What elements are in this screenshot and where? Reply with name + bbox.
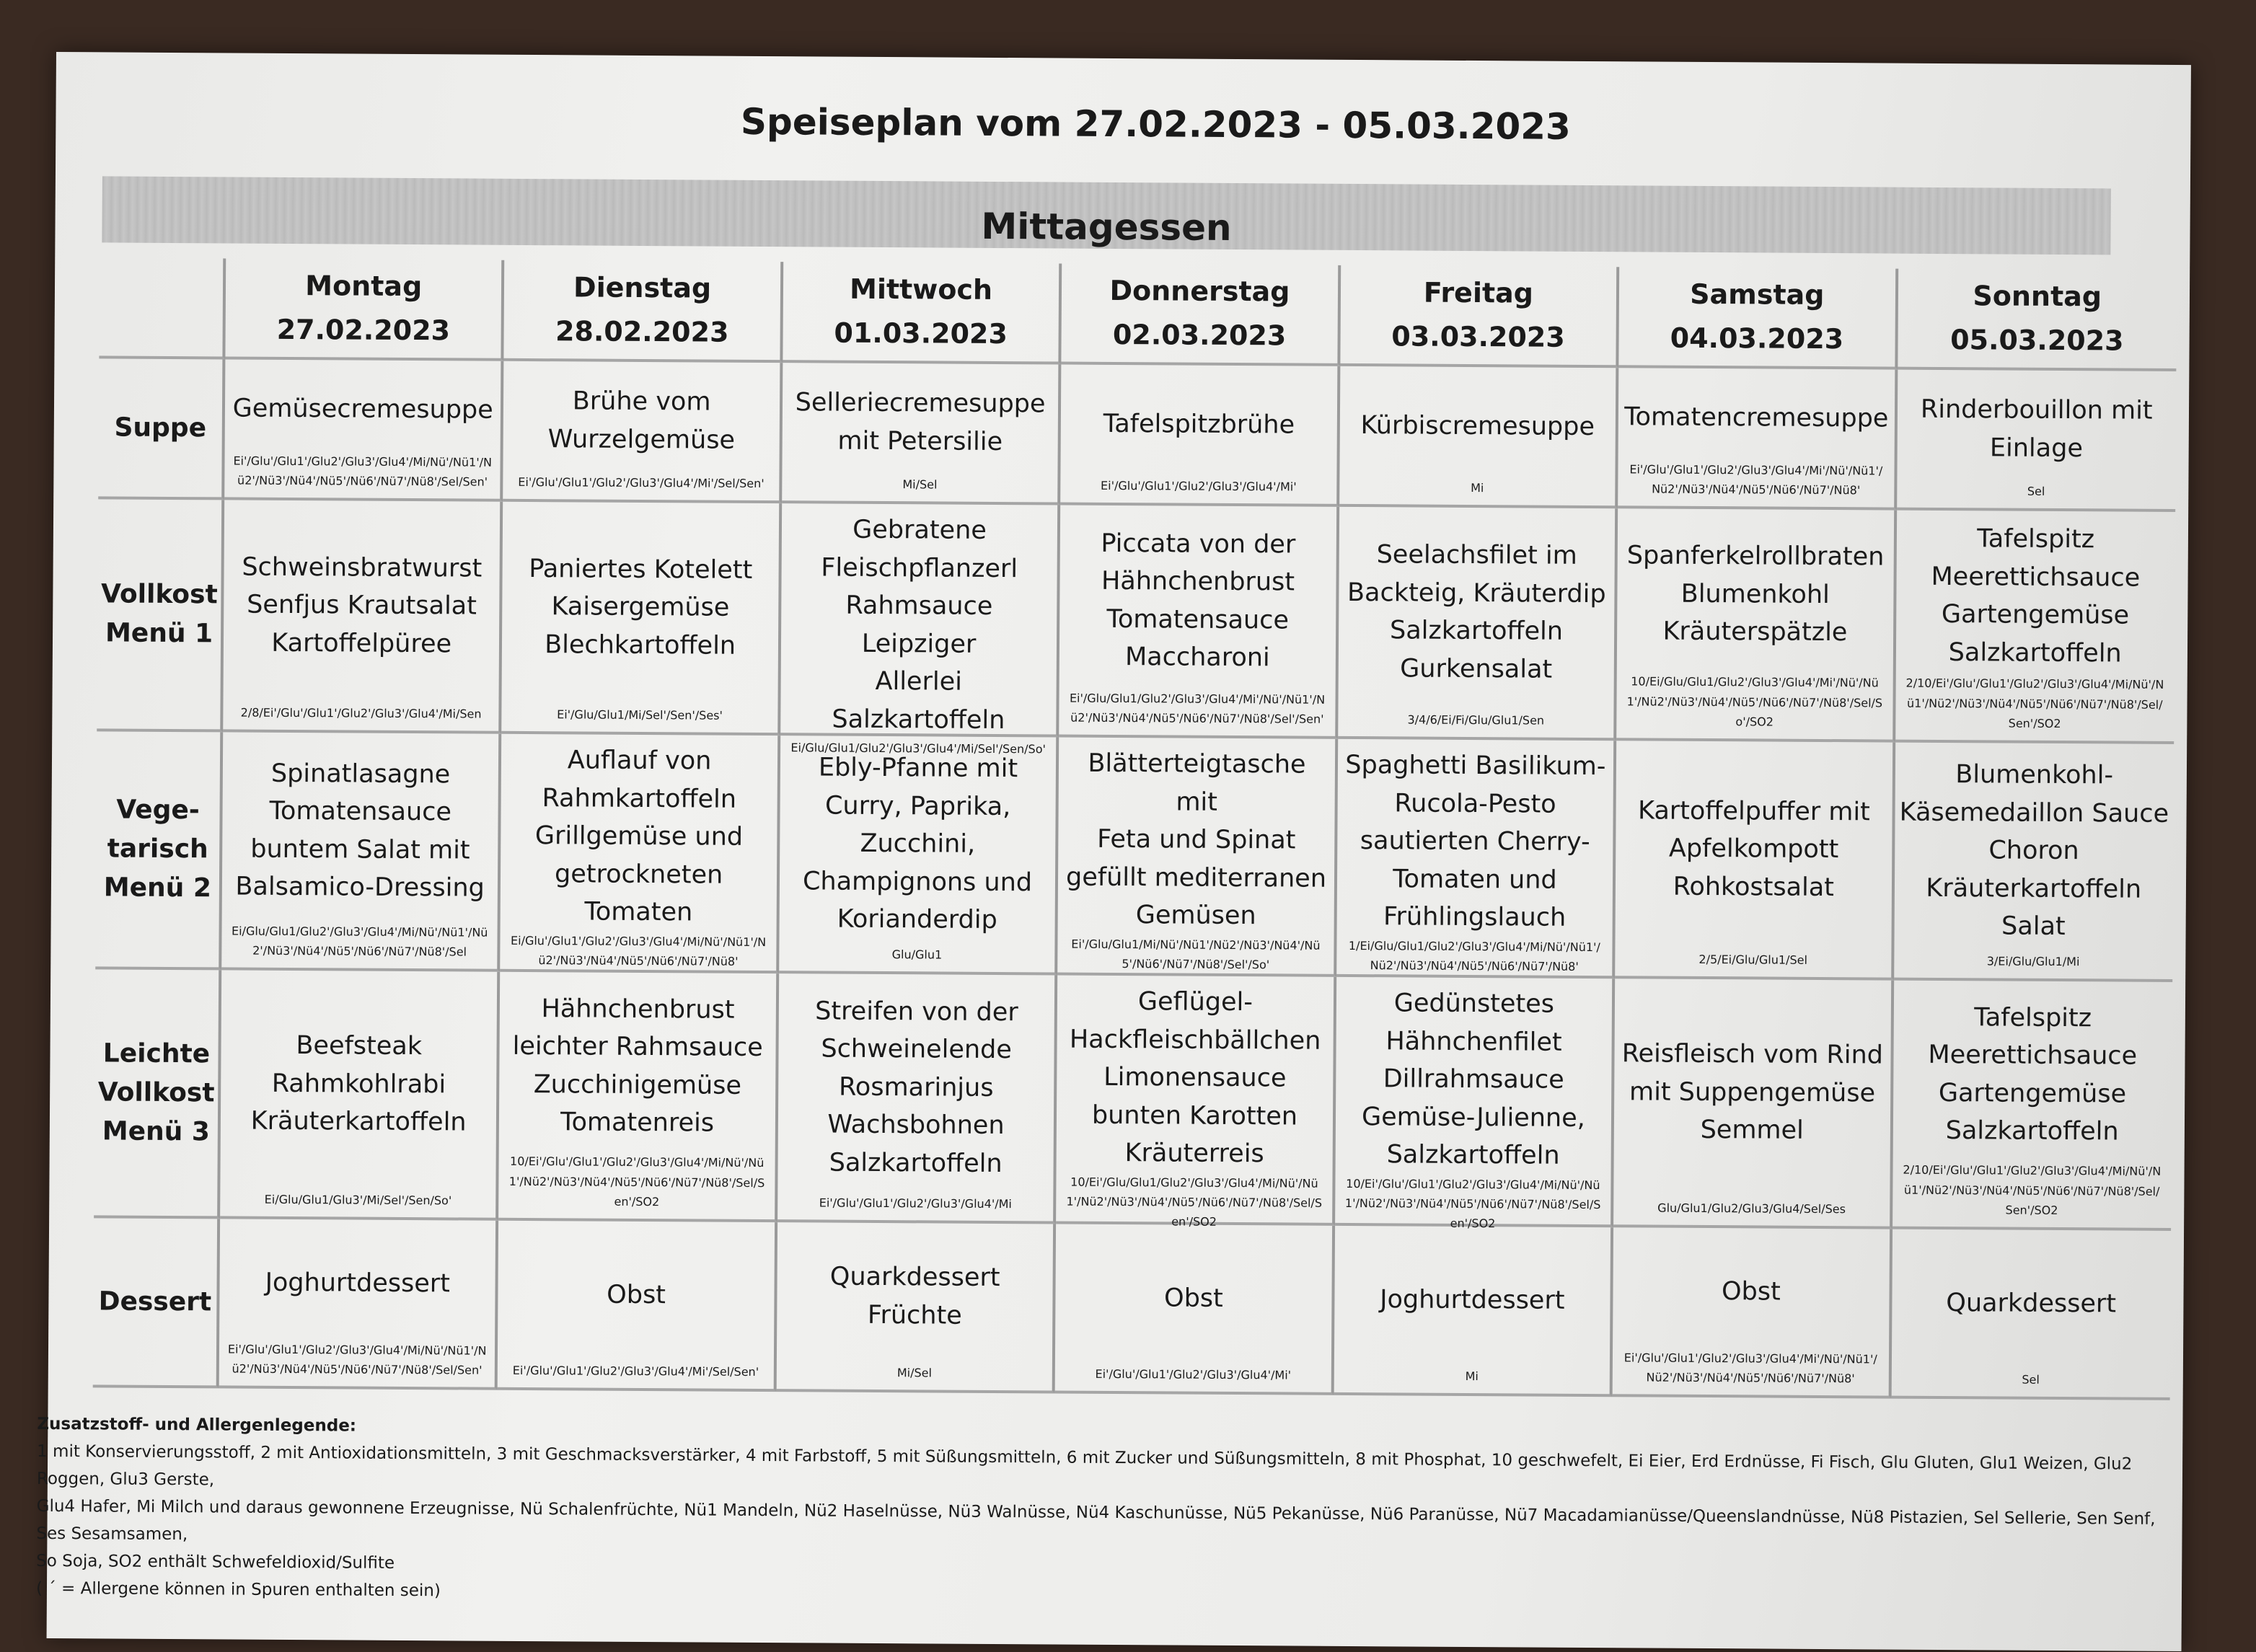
dish-name: Tafelspitz Meerettichsauce Gartengemüse Salzkartoffeln — [1931, 524, 2141, 668]
allergen-codes: Ei'/Glu'/Glu1'/Glu2'/Glu3'/Glu4'/Mi'/Nü'/Nü1'/Nü2'/Nü3'/Nü4'/Nü5'/Nü6'/Nü7'/Nü8' — [1623, 1350, 1877, 1386]
corner-cell — [99, 257, 226, 359]
allergen-codes: 1/Ei/Glu/Glu1/Glu2'/Glu3'/Glu4'/Mi/Nü'/Nü1'/Nü2'/Nü3'/Nü4'/Nü5'/Nü6'/Nü7'/Nü8' — [1348, 938, 1600, 973]
day-date: 27.02.2023 — [276, 313, 451, 347]
allergen-codes: 3/Ei/Glu/Glu1/Mi — [1986, 954, 2080, 968]
dish-name: Brühe vom Wurzelgemüse — [547, 387, 736, 455]
menu-cell — [1613, 1227, 1893, 1398]
allergen-codes: Ei'/Glu/Glu1/Mi/Sel'/Sen'/Ses' — [557, 707, 723, 723]
dish-name: Joghurtdessert — [265, 1268, 451, 1299]
dish-name: Obst — [1721, 1277, 1781, 1307]
day-name: Donnerstag — [1109, 275, 1290, 308]
day-name: Montag — [305, 270, 423, 303]
dish-name: Hähnchenbrust leichter Rahmsauce Zucchinigemüse Tomatenreis — [512, 994, 763, 1138]
dish-name: Gedünstetes Hähnchenfilet Dillrahmsauce Gemüse-Julienne, Salzkartoffeln — [1361, 989, 1585, 1170]
row-label: Vege- tarisch Menü 2 — [95, 731, 223, 970]
dish-name: Tafelspitzbrühe — [1103, 409, 1295, 440]
allergen-codes: Sel — [2022, 1372, 2040, 1387]
menu-cell — [1618, 368, 1898, 510]
day-header — [783, 262, 1062, 364]
day-header — [1898, 269, 2177, 371]
dish-name: Gebratene Fleischpflanzerl Rahmsauce Leipziger Allerlei Salzkartoffeln — [821, 515, 1018, 735]
dish-name: Rinderbouillon mit Einlage — [1920, 395, 2153, 464]
allergen-codes: Mi — [1465, 1369, 1479, 1383]
dish-name: Spaghetti Basilikum- Rucola-Pesto sautierten Cherry- Tomaten und Frühlingslauch — [1345, 750, 1606, 932]
allergen-legend — [36, 1411, 2187, 1616]
allergen-codes: 2/5/Ei/Glu/Glu1/Sel — [1698, 952, 1807, 967]
dish-name: Streifen von der Schweinelende Rosmarinjus Wachsbohnen Salzkartoffeln — [815, 997, 1018, 1178]
allergen-codes: Mi/Sel — [902, 477, 938, 492]
menu-cell — [1335, 977, 1616, 1231]
day-date: 03.03.2023 — [1391, 320, 1565, 353]
menu-cell — [1334, 1226, 1613, 1397]
dish-name: Blumenkohl- Käsemedaillon Sauce Choron Kräuterkartoffeln Salat — [1899, 760, 2169, 942]
menu-cell — [1616, 508, 1896, 742]
menu-cell — [220, 970, 501, 1220]
allergen-codes: Glu/Glu1/Glu2/Glu3/Glu4/Sel/Ses — [1657, 1201, 1846, 1216]
menu-cell — [224, 359, 504, 501]
day-header — [1619, 267, 1898, 369]
menu-cell — [1613, 979, 1894, 1229]
day-date: 04.03.2023 — [1670, 322, 1844, 355]
allergen-codes: Ei'/Glu'/Glu1'/Glu2'/Glu3'/Glu4'/Mi' — [1095, 1366, 1292, 1382]
menu-cell — [223, 500, 503, 733]
dish-name: Schweinsbratwurst Senfjus Krautsalat Kartoffelpüree — [242, 552, 483, 659]
day-date: 28.02.2023 — [555, 315, 729, 348]
dish-name: Gemüsecremesuppe — [232, 394, 493, 425]
dish-name: Blätterteigtasche mit Feta und Spinat gefüllt mediterranen Gemüsen — [1065, 748, 1327, 931]
dish-name: Geflügel- Hackfleischbällchen Limonensauce bunten Karotten Kräuterreis — [1069, 987, 1321, 1169]
allergen-codes: 2/10/Ei'/Glu'/Glu1'/Glu2'/Glu3'/Glu4'/Mi/Nü'/Nü1'/Nü2'/Nü3'/Nü4'/Nü5'/Nü6'/Nü7'/Nü8'/Sel/Sen'/SO2 — [1905, 676, 2164, 730]
menu-cell — [1891, 1229, 2171, 1400]
day-name: Samstag — [1690, 278, 1825, 312]
allergen-codes: 3/4/6/Ei/Fi/Glu/Glu1/Sen — [1407, 712, 1545, 728]
day-date: 01.03.2023 — [834, 317, 1008, 350]
menu-cell — [782, 363, 1062, 505]
allergen-codes: Ei'/Glu'/Glu1'/Glu2'/Glu3'/Glu4'/Mi'/Sel/Sen' — [512, 1363, 759, 1379]
allergen-codes: Ei/Glu'/Glu1'/Glu2'/Glu3'/Glu4'/Mi/Nü'/Nü1'/Nü2'/Nü3'/Nü4'/Nü5'/Nü6'/Nü7'/Nü8' — [510, 933, 767, 968]
menu-cell — [1615, 741, 1895, 980]
day-date: 05.03.2023 — [1950, 324, 2124, 357]
menu-cell — [1897, 370, 2177, 512]
day-header — [1340, 265, 1619, 368]
allergen-codes: Ei'/Glu'/Glu1'/Glu2'/Glu3'/Glu4'/Mi'/Sel/Sen' — [518, 474, 765, 490]
allergen-codes: 2/10/Ei'/Glu'/Glu1'/Glu2'/Glu3'/Glu4'/Mi/Nü'/Nü1'/Nü2'/Nü3'/Nü4'/Nü5'/Nü6'/Nü7'/Nü8'/Sel/Sen'/SO2 — [1903, 1163, 2162, 1217]
row-label: Dessert — [93, 1218, 220, 1388]
allergen-codes: 2/8/Ei'/Glu'/Glu1'/Glu2'/Glu3'/Glu4'/Mi/Sen — [240, 705, 482, 721]
page-title: Speiseplan vom 27.02.2023 - 05.03.2023 — [740, 100, 1572, 148]
menu-cell — [1895, 511, 2175, 744]
allergen-codes: Ei'/Glu'/Glu1'/Glu2'/Glu3'/Glu4'/Mi/Nü'/Nü1'/Nü2'/Nü3'/Nü4'/Nü5'/Nü6'/Nü7'/Nü8'/Sel/Sen' — [233, 454, 493, 489]
dish-name: Quarkdessert Früchte — [829, 1262, 1000, 1330]
allergen-codes: Sel — [2027, 484, 2045, 498]
menu-cell — [779, 736, 1059, 975]
dish-name: Obst — [1163, 1284, 1223, 1313]
dish-name: Paniertes Kotelett Kaisergemüse Blechkartoffeln — [529, 554, 753, 661]
allergen-codes: 10/Ei'/Glu'/Glu1'/Glu2'/Glu3'/Glu4'/Mi/Nü'/Nü1'/Nü2'/Nü3'/Nü4'/Nü5'/Nü6'/Nü7'/Nü8'/Sel/Sen'/SO2 — [508, 1154, 765, 1209]
legend-line: ( ´ = Allergene können in Spuren enthalten sein) — [35, 1578, 441, 1600]
allergen-codes: Ei'/Glu'/Glu1'/Glu2'/Glu3'/Glu4'/Mi' — [1100, 478, 1297, 494]
menu-cell — [503, 361, 783, 503]
allergen-codes: 10/Ei'/Glu/Glu1/Glu2'/Glu3'/Glu4'/Mi/Nü'/Nü1'/Nü2'/Nü3'/Nü4'/Nü5'/Nü6'/Nü7'/Nü8'/Sel/Sen'/SO2 — [1066, 1175, 1323, 1229]
dish-name: Tomatencremesuppe — [1624, 402, 1889, 433]
menu-table — [93, 257, 2177, 1400]
dish-name: Reisfleisch vom Rind mit Suppengemüse Semmel — [1621, 1039, 1884, 1145]
legend-line: 1 mit Konservierungsstoff, 2 mit Antioxidationsmitteln, 3 mit Geschmacksverstärker, 4 mit Farbstoff, 5 mit Süßungsmitteln, 6 mit Zucker und Süßungsmitteln, 8 mit Phosphat, 10 geschwefelt, Ei Eier, Erd Erdnüsse, Fi Fisch, Glu Gluten, Glu1 Weizen, Glu2 Roggen, Glu3 Gerste, — [36, 1441, 2133, 1490]
allergen-codes: Ei'/Glu/Glu1/Glu2'/Glu3'/Glu4'/Mi'/Nü'/Nü1'/Nü2'/Nü3'/Nü4'/Nü5'/Nü6'/Nü7'/Nü8'/Sel'/Sen' — [1069, 691, 1326, 726]
dish-name: Kürbiscremesuppe — [1360, 410, 1595, 441]
dish-name: Spanferkelrollbraten Blumenkohl Kräuterspätzle — [1626, 541, 1885, 648]
dish-name: Auflauf von Rahmkartoffeln Grillgemüse und getrockneten Tomaten — [534, 746, 744, 927]
allergen-codes: Ei'/Glu'/Glu1'/Glu2'/Glu3'/Glu4'/Mi — [819, 1196, 1012, 1211]
dish-name: Joghurtdessert — [1380, 1284, 1565, 1315]
menu-cell — [1060, 365, 1340, 507]
allergen-codes: Ei/Glu/Glu1/Glu3'/Mi/Sel'/Sen/So' — [264, 1192, 452, 1208]
menu-cell — [1059, 505, 1339, 739]
allergen-codes: 10/Ei'/Glu'/Glu1'/Glu2'/Glu3'/Glu4'/Mi/Nü'/Nü1'/Nü2'/Nü3'/Nü4'/Nü5'/Nü6'/Nü7'/Nü8'/Sel/Sen'/SO2 — [1344, 1176, 1601, 1231]
allergen-codes: Glu/Glu1 — [891, 947, 943, 962]
allergen-codes: Mi — [1471, 480, 1484, 495]
menu-cell — [777, 1222, 1057, 1393]
legend-heading: Zusatzstoff- und Allergenlegende: — [37, 1414, 357, 1436]
menu-cell — [1057, 738, 1337, 977]
dish-name: Piccata von der Hähnchenbrust Tomatensauce Maccharoni — [1101, 529, 1296, 673]
allergen-codes: Ei'/Glu'/Glu1'/Glu2'/Glu3'/Glu4'/Mi/Nü'/Nü1'/Nü2'/Nü3'/Nü4'/Nü5'/Nü6'/Nü7'/Nü8'/Sel/Sen' — [227, 1342, 487, 1377]
allergen-codes: Ei/Glu/Glu1/Glu2'/Glu3'/Glu4'/Mi/Nü'/Nü1'/Nü2'/Nü3'/Nü4'/Nü5'/Nü6'/Nü7'/Nü8'/Sel — [231, 924, 488, 959]
menu-cell — [1894, 743, 2174, 982]
menu-cell — [780, 503, 1060, 756]
menu-cell — [1056, 976, 1336, 1229]
section-heading: Mittagessen — [102, 176, 2111, 255]
day-name: Sonntag — [1973, 280, 2102, 313]
allergen-codes: Ei'/Glu/Glu1/Mi/Nü'/Nü1'/Nü2'/Nü3'/Nü4'/Nü5'/Nü6'/Nü7'/Nü8'/Sel'/So' — [1071, 937, 1321, 971]
menu-cell — [1339, 366, 1619, 508]
day-name: Dienstag — [573, 271, 712, 304]
dish-name: Tafelspitz Meerettichsauce Gartengemüse Salzkartoffeln — [1928, 1002, 2138, 1147]
menu-sheet — [35, 52, 2191, 1651]
menu-cell — [1338, 507, 1618, 741]
legend-line: So Soja, SO2 enthält Schwefeldioxid/Sulfite — [36, 1551, 395, 1573]
dish-name: Quarkdessert — [1946, 1288, 2117, 1319]
menu-cell — [1055, 1224, 1335, 1395]
day-name: Freitag — [1423, 276, 1534, 309]
menu-cell — [502, 502, 782, 736]
dish-name: Kartoffelpuffer mit Apfelkompott Rohkostsalat — [1637, 796, 1870, 902]
menu-cell — [219, 1219, 499, 1390]
menu-cell — [221, 732, 501, 971]
allergen-codes: 10/Ei/Glu/Glu1/Glu2'/Glu3'/Glu4'/Mi'/Nü'/Nü1'/Nü2'/Nü3'/Nü4'/Nü5'/Nü6'/Nü7'/Nü8'/Sel/So'/SO2 — [1626, 674, 1883, 729]
day-header — [504, 260, 783, 363]
day-header — [225, 258, 504, 361]
allergen-codes: Ei/Glu/Glu1/Glu2'/Glu3'/Glu4'/Mi/Sel'/Sen/So' — [790, 741, 1046, 756]
dish-name: Spinatlasagne Tomatensauce buntem Salat mit Balsamico-Dressing — [235, 759, 485, 903]
row-label: Suppe — [98, 358, 225, 500]
menu-cell — [777, 973, 1058, 1224]
row-label: Vollkost Menü 1 — [97, 499, 224, 732]
dish-name: Ebly-Pfanne mit Curry, Paprika, Zucchini, Champignons und Korianderdip — [802, 753, 1033, 935]
menu-cell — [501, 734, 780, 973]
dish-name: Beefsteak Rahmkohlrabi Kräuterkartoffeln — [250, 1031, 467, 1137]
menu-cell — [499, 972, 780, 1222]
dish-name: Obst — [607, 1280, 666, 1309]
row-label: Leichte Vollkost Menü 3 — [94, 969, 221, 1219]
legend-line: Glu4 Hafer, Mi Milch und daraus gewonnene Erzeugnisse, Nü Schalenfrüchte, Nü1 Mandeln, Nü2 Haselnüsse, Nü3 Walnüsse, Nü4 Kaschunüsse, Nü5 Pekanüsse, Nü6 Paranüsse, Nü7 Macadamianüsse/Queenslandnüsse, Nü8 Pistazien, Sel Sellerie, Sen Senf, Ses Sesamsamen, — [36, 1496, 2156, 1544]
allergen-codes: Ei'/Glu'/Glu1'/Glu2'/Glu3'/Glu4'/Mi'/Nü'/Nü1'/Nü2'/Nü3'/Nü4'/Nü5'/Nü6'/Nü7'/Nü8' — [1629, 461, 1883, 498]
dish-name: Seelachsfilet im Backteig, Kräuterdip Salzkartoffeln Gurkensalat — [1347, 540, 1606, 684]
day-header — [1062, 264, 1341, 366]
menu-cell — [1893, 981, 2173, 1231]
menu-cell — [1336, 739, 1616, 979]
day-date: 02.03.2023 — [1112, 318, 1287, 352]
day-name: Mittwoch — [849, 273, 993, 306]
allergen-codes: Mi/Sel — [896, 1365, 933, 1380]
menu-cell — [498, 1221, 777, 1392]
dish-name: Selleriecremesuppe mit Petersilie — [795, 388, 1046, 456]
